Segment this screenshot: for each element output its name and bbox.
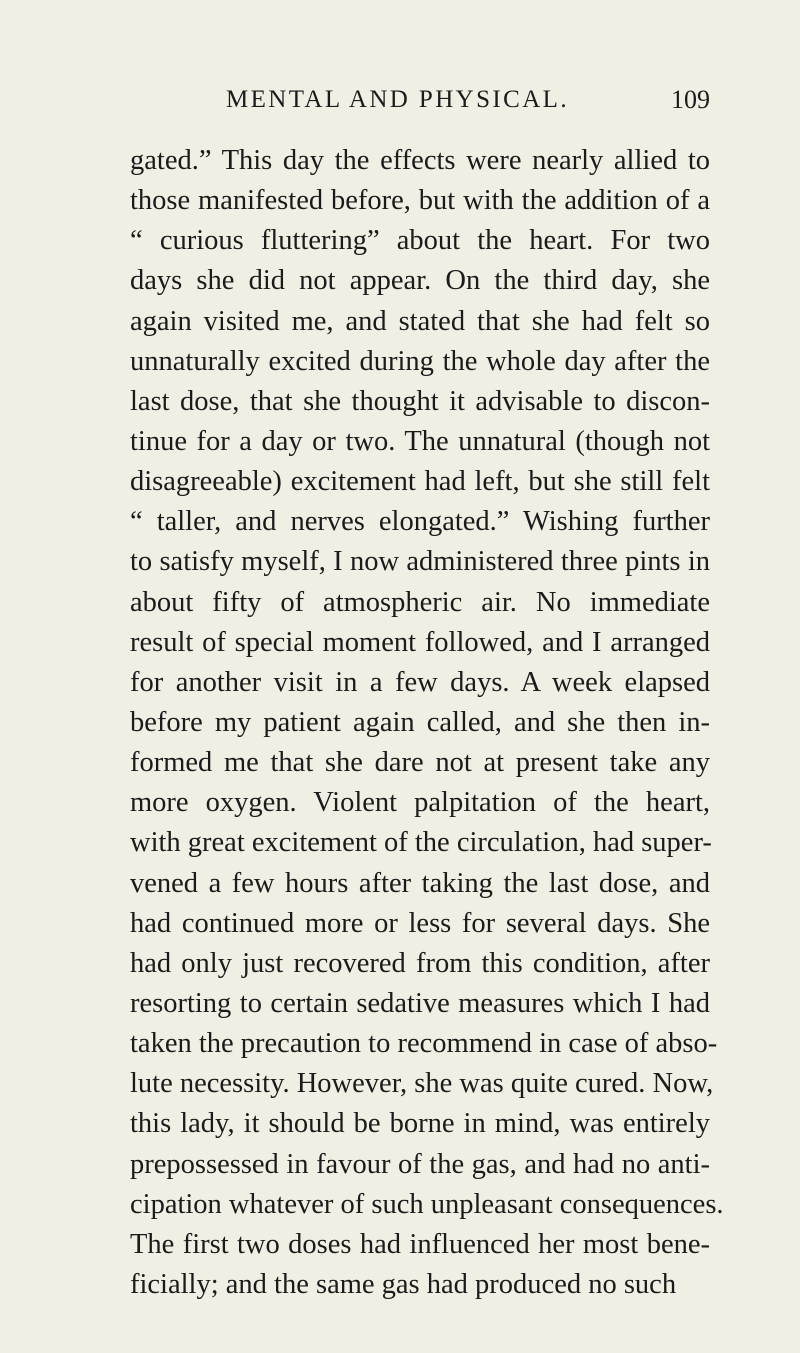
text-line: for another visit in a few days. A week elapsed	[130, 666, 710, 698]
text-line: to satisfy myself, I now administered three pints in	[130, 546, 710, 578]
text-line: had continued more or less for several days. She	[130, 907, 710, 939]
text-line: taken the precaution to recommend in case of abso-	[130, 1028, 718, 1060]
text-line: vened a few hours after taking the last dose, and	[130, 867, 710, 899]
text-line: with great excitement of the circulation, had super-	[130, 827, 712, 859]
text-line: “ curious fluttering” about the heart. For two	[130, 225, 710, 257]
text-line: cipation whatever of such unpleasant consequences.	[130, 1188, 724, 1220]
text-line: last dose, that she thought it advisable to discon-	[130, 385, 710, 417]
text-line: days she did not appear. On the third day, she	[130, 265, 710, 297]
text-line: resorting to certain sedative measures which I had	[130, 987, 710, 1019]
text-line: tinue for a day or two. The unnatural (though not	[130, 425, 710, 457]
text-line: “ taller, and nerves elongated.” Wishing further	[130, 506, 710, 538]
text-line: those manifested before, but with the addition of a	[130, 185, 710, 217]
text-line: ficially; and the same gas had produced no such	[130, 1268, 677, 1300]
text-line: again visited me, and stated that she had felt so	[130, 305, 710, 337]
text-line: unnaturally excited during the whole day after the	[130, 345, 710, 377]
running-head	[130, 84, 710, 134]
text-line: had only just recovered from this condition, after	[130, 947, 710, 979]
text-line: result of special moment followed, and I arranged	[130, 626, 710, 658]
text-line: prepossessed in favour of the gas, and had no anti-	[130, 1148, 710, 1180]
text-line: this lady, it should be borne in mind, was entirely	[130, 1108, 710, 1140]
text-line: lute necessity. However, she was quite cured. Now,	[130, 1068, 714, 1100]
text-line: gated.” This day the effects were nearly allied to	[130, 145, 710, 176]
body-text	[130, 141, 724, 1305]
running-title: MENTAL AND PHYSICAL.	[226, 86, 569, 113]
page-number: 109	[671, 85, 710, 114]
text-line: formed me that she dare not at present take any	[130, 747, 710, 779]
text-line: disagreeable) excitement had left, but she still felt	[130, 466, 710, 498]
text-line: The first two doses had influenced her most bene-	[130, 1228, 710, 1260]
text-line: about fifty of atmospheric air. No immediate	[130, 586, 710, 618]
text-line: more oxygen. Violent palpitation of the heart,	[130, 787, 710, 819]
text-line: before my patient again called, and she then in-	[130, 706, 710, 738]
